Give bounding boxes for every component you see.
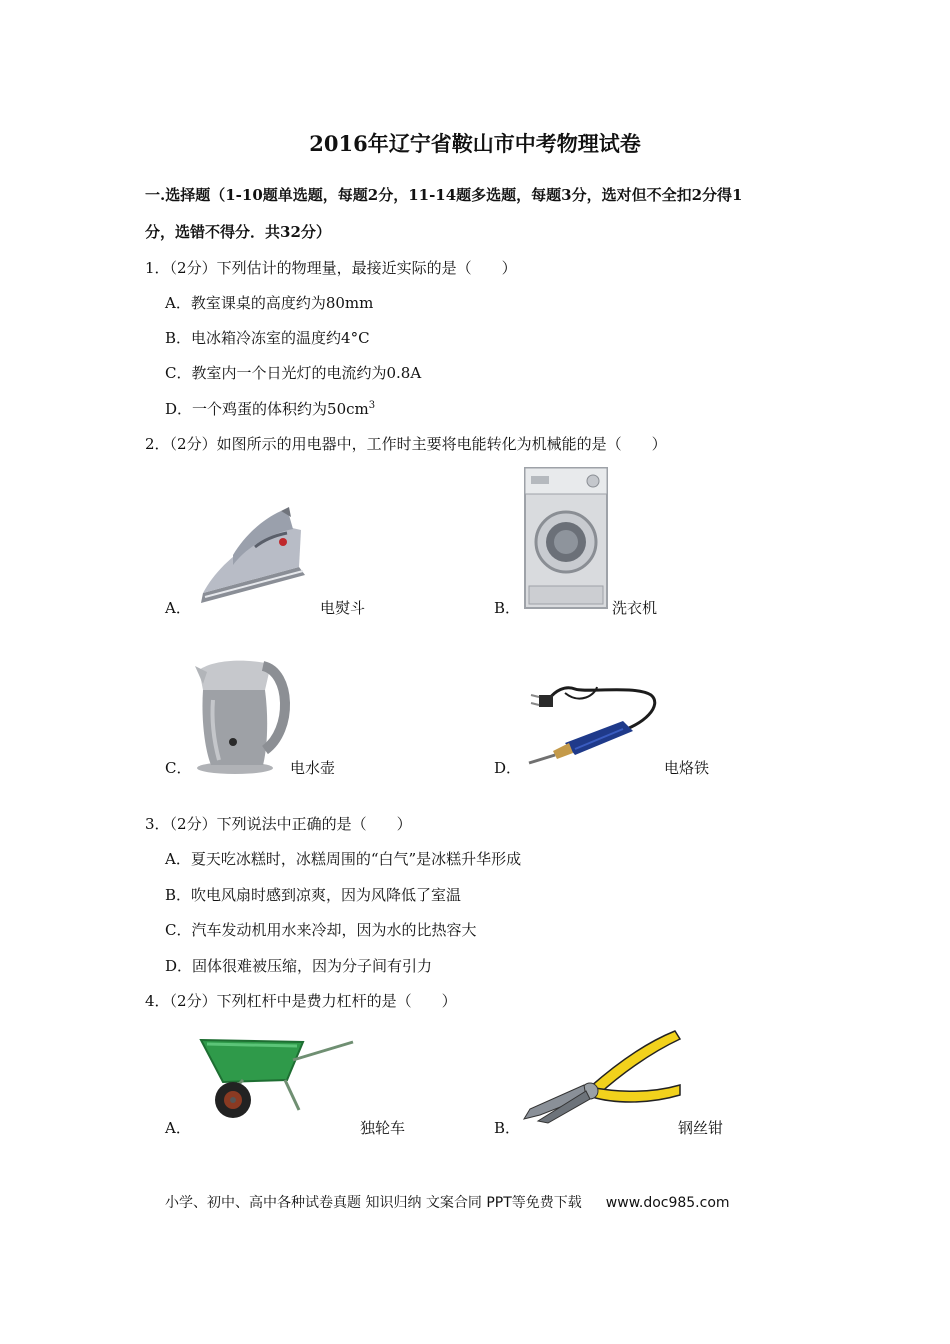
question-4-option-a-letter: A．	[165, 1119, 191, 1137]
page-title: 2016年辽宁省鞍山市中考物理试卷	[309, 131, 641, 156]
question-3-option-c: C．汽车发动机用水来冷却，因为水的比热容大	[165, 921, 477, 939]
electric-iron-image	[193, 505, 313, 610]
question-1-option-d-text: D．一个鸡蛋的体积约为50cm	[165, 400, 369, 418]
question-4-option-a-name: 独轮车	[360, 1119, 406, 1137]
question-4-option-b-letter: B．	[494, 1119, 521, 1137]
question-2-option-d-name: 电烙铁	[664, 759, 710, 777]
question-4-stem: 4．（2分）下列杠杆中是费力杠杆的是（ ）	[145, 992, 457, 1010]
question-1-option-d	[165, 398, 375, 419]
question-2-option-d-letter: D．	[494, 759, 522, 777]
footer-text: 小学、初中、高中各种试卷真题 知识归纳 文案合同 PPT等免费下载	[165, 1195, 582, 1211]
page-footer	[165, 1192, 730, 1212]
question-2-option-c-letter: C．	[165, 759, 192, 777]
question-1-option-c: C．教室内一个日光灯的电流约为0.8A	[165, 364, 422, 382]
question-3-option-d: D．固体很难被压缩，因为分子间有引力	[165, 957, 433, 975]
section-header-line1: 一.选择题（1-10题单选题，每题2分，11-14题多选题，每题3分，选对但不全扣2分得1	[145, 186, 743, 204]
question-3-stem: 3．（2分）下列说法中正确的是（ ）	[145, 815, 412, 833]
electric-kettle-image	[193, 650, 293, 775]
wheelbarrow-image	[193, 1030, 355, 1122]
question-1-option-a: A．教室课桌的高度约为80mm	[165, 294, 374, 312]
question-1-option-d-sup: 3	[368, 400, 376, 411]
question-2-stem: 2．（2分）如图所示的用电器中，工作时主要将电能转化为机械能的是（ ）	[145, 435, 667, 453]
question-2-option-c-name: 电水壶	[290, 759, 336, 777]
question-4-option-b-name: 钢丝钳	[678, 1119, 724, 1137]
pliers-image	[520, 1025, 685, 1125]
section-header-line2: 分，选错不得分．共32分）	[145, 223, 331, 241]
question-3-option-a: A．夏天吃冰糕时，冰糕周围的“白气”是冰糕升华形成	[165, 850, 522, 868]
question-2-option-a-name: 电熨斗	[320, 599, 366, 617]
washing-machine-image	[523, 466, 609, 610]
question-1-option-b: B．电冰箱冷冻室的温度约4°C	[165, 329, 370, 347]
soldering-iron-image	[525, 685, 665, 765]
question-3-option-b: B．吹电风扇时感到凉爽，因为风降低了室温	[165, 886, 462, 904]
question-1-stem: 1．（2分）下列估计的物理量，最接近实际的是（ ）	[145, 259, 517, 277]
footer-url[interactable]: www.doc985.com	[605, 1195, 730, 1211]
question-2-option-b-name: 洗衣机	[612, 599, 658, 617]
question-2-option-a-letter: A．	[165, 599, 191, 617]
question-2-option-b-letter: B．	[494, 599, 521, 617]
